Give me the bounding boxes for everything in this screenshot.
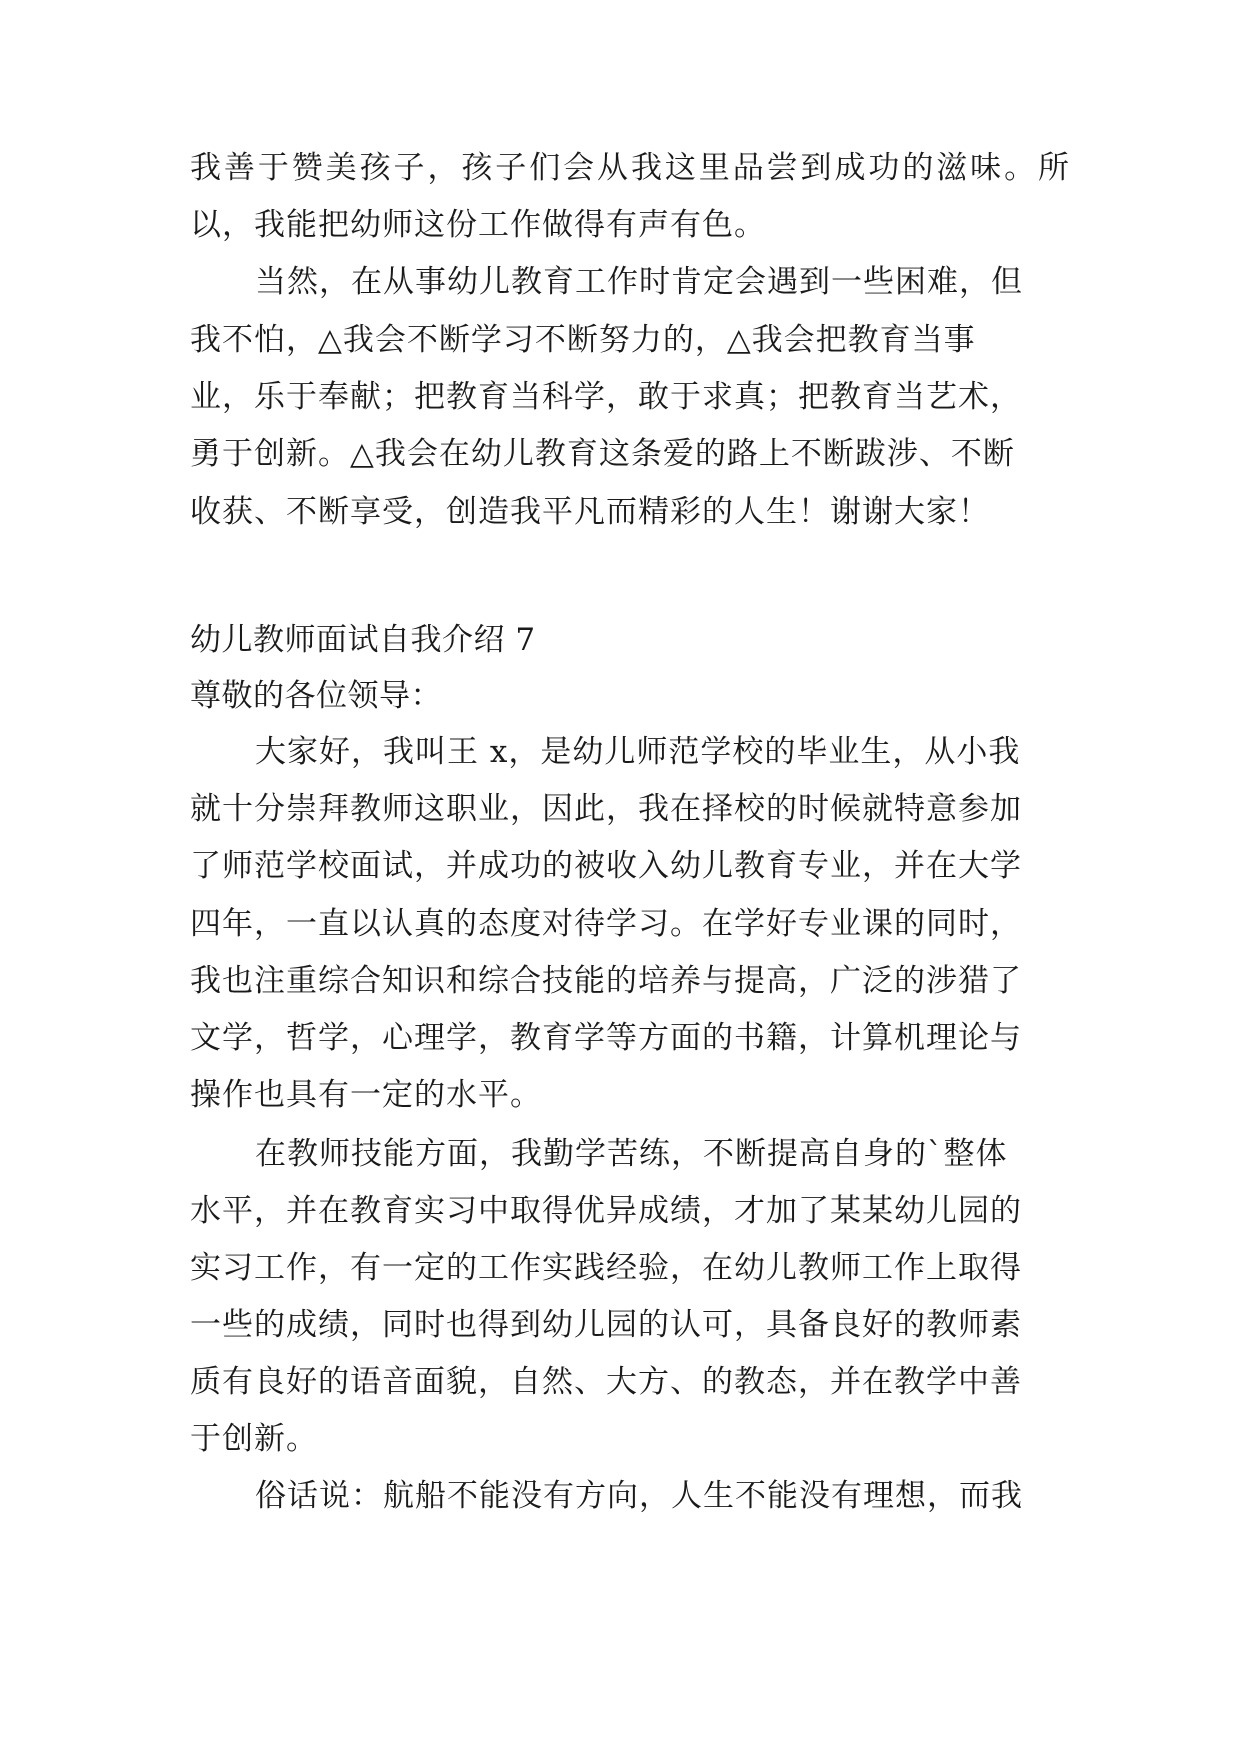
text-line: 我也注重综合知识和综合技能的培养与提高，广泛的涉猎了 [190, 963, 1022, 999]
text-line: 质有良好的语音面貌，自然、大方、的教态，并在教学中善 [190, 1364, 1022, 1400]
text-line: 我善于赞美孩子，孩子们会从我这里品尝到成功的滋味。所 [190, 150, 1070, 186]
text-line: 操作也具有一定的水平。 [190, 1077, 542, 1113]
text-line: 于创新。 [190, 1421, 318, 1457]
text-line: 实习工作，有一定的工作实践经验，在幼儿教师工作上取得 [190, 1250, 1022, 1286]
text-line: 收获、不断享受，创造我平凡而精彩的人生！谢谢大家！ [190, 494, 990, 530]
salutation: 尊敬的各位领导： [190, 678, 442, 714]
text-line: 大家好，我叫王 x，是幼儿师范学校的毕业生，从小我 [255, 734, 1021, 770]
text-line: 了师范学校面试，并成功的被收入幼儿教育专业，并在大学 [190, 848, 1022, 884]
text-line: 以，我能把幼师这份工作做得有声有色。 [190, 207, 766, 243]
text-line: 我不怕，△我会不断学习不断努力的，△我会把教育当事 [190, 322, 976, 358]
text-line: 俗话说：航船不能没有方向，人生不能没有理想，而我 [255, 1478, 1023, 1514]
text-line: 四年，一直以认真的态度对待学习。在学好专业课的同时， [190, 906, 1022, 942]
text-line: 当然，在从事幼儿教育工作时肯定会遇到一些困难，但 [255, 264, 1023, 300]
text-line: 在教师技能方面，我勤学苦练，不断提高自身的`整体 [255, 1136, 1008, 1172]
text-line: 水平，并在教育实习中取得优异成绩，才加了某某幼儿园的 [190, 1193, 1022, 1229]
text-line: 一些的成绩，同时也得到幼儿园的认可，具备良好的教师素 [190, 1307, 1022, 1343]
section-title: 幼儿教师面试自我介绍 7 [190, 622, 536, 658]
text-line: 业，乐于奉献；把教育当科学，敢于求真；把教育当艺术， [190, 379, 1022, 415]
text-line: 就十分崇拜教师这职业，因此，我在择校的时候就特意参加 [190, 791, 1022, 827]
text-line: 文学，哲学，心理学，教育学等方面的书籍，计算机理论与 [190, 1020, 1022, 1056]
text-line: 勇于创新。△我会在幼儿教育这条爱的路上不断跋涉、不断 [190, 436, 1015, 472]
